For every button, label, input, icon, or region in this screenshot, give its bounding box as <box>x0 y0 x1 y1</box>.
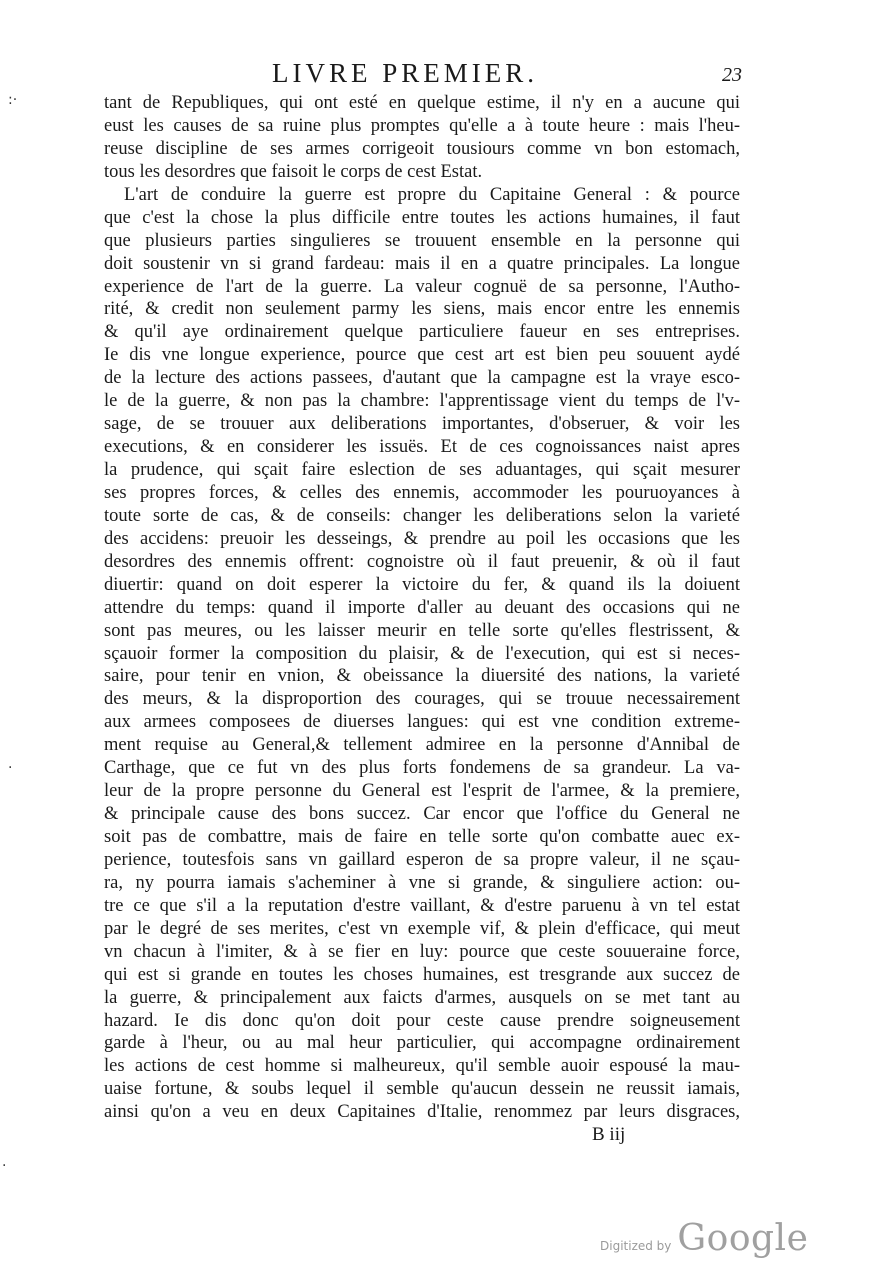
text-line: & qu'il aye ordinairement quelque particuliere faueur en ses entreprises. <box>104 322 740 343</box>
text-line: experience de l'art de la guerre. La valeur cognuë de sa personne, l'Autho- <box>104 276 740 297</box>
signature-mark: B iij <box>592 1124 626 1145</box>
text-line: les actions de cest homme si malheureux, qu'il semble auoir espousé la mau- <box>104 1056 740 1077</box>
text-line: soit pas de combattre, mais de faire en telle sorte qu'on combatte auec ex- <box>104 827 740 847</box>
page-number: 23 <box>722 64 742 86</box>
text-line: doit soustenir vn si grand fardeau: mais il en a quatre principales. La longue <box>104 253 740 274</box>
watermark <box>600 1218 808 1259</box>
text-line: & principale cause des bons succez. Car encor que l'office du General ne <box>104 804 740 825</box>
text-line: la guerre, & principalement aux faicts d'armes, ausquels on se met tant au <box>104 987 740 1008</box>
text-line: ainsi qu'on a veu en deux Capitaines d'Italie, renommez par leurs disgraces, <box>104 1102 740 1123</box>
text-line: des accidens: preuoir les desseings, & prendre au poil les occasions que les <box>104 528 740 549</box>
text-line: L'art de conduire la guerre est propre du Capitaine General : & pource <box>124 184 740 205</box>
text-line: saire, pour tenir en vnion, & obeissance la diuersité des nations, la varieté <box>104 666 740 687</box>
text-line: uaise fortune, & soubs lequel il semble qu'aucun dessein ne reussit iamais, <box>104 1079 740 1100</box>
text-line: qui est si grande en toutes les choses humaines, est tresgrande aux succez de <box>104 964 740 985</box>
text-line: par le degré de ses merites, c'est vn exemple vif, & plein d'efficace, qui meut <box>104 918 740 939</box>
text-line: rité, & credit non seulement parmy les siens, mais encor entre les ennemis <box>104 299 740 320</box>
text-line: hazard. Ie dis donc qu'on doit pour ceste cause prendre soigneusement <box>104 1010 740 1031</box>
text-line: que plusieurs parties singulieres se trouuent ensemble en la personne qui <box>104 230 740 251</box>
text-line: desordres des ennemis offrent: cognoistre où il faut preuenir, & où il faut <box>104 551 740 572</box>
margin-mark: · <box>2 1158 7 1174</box>
google-logo: Google <box>677 1218 809 1259</box>
text-line: tant de Republiques, qui ont esté en quelque estime, il n'y en a aucune qui <box>104 93 740 113</box>
margin-mark: :· <box>8 92 18 108</box>
text-line: executions, & en considerer les issuës. Et de ces cognoissances naist apres <box>104 437 740 458</box>
text-line: sage, de se trouuer aux deliberations importantes, d'obseruer, & voir les <box>104 414 740 435</box>
text-line: que c'est la chose la plus difficile entre toutes les actions humaines, il faut <box>104 207 740 228</box>
text-line: ment requise au General,& tellement admiree en la personne d'Annibal de <box>104 735 740 756</box>
text-line: eust les causes de sa ruine plus promptes qu'elle a à toute heure : mais l'heu- <box>104 115 740 136</box>
text-line: tous les desordres que faisoit le corps de cest Estat. <box>104 161 483 182</box>
text-line: sçauoir former la composition du plaisir, & de l'execution, qui est si neces- <box>104 643 740 664</box>
text-line: aux armees composees de diuerses langues: qui est vne condition extreme- <box>104 712 740 733</box>
text-line: attendre du temps: quand il importe d'aller au deuant des occasions qui ne <box>104 597 740 618</box>
text-line: la prudence, qui sçait faire eslection de ses aduantages, qui sçait mesurer <box>104 460 740 480</box>
text-line: garde à l'heur, ou au mal heur particulier, qui accompagne ordinairement <box>104 1033 740 1054</box>
text-line: Carthage, que ce fut vn des plus forts fondemens de sa grandeur. La va- <box>104 758 740 779</box>
text-line: leur de la propre personne du General est l'esprit de l'armee, & la premiere, <box>104 781 740 802</box>
text-line: ses propres forces, & celles des ennemis, accommoder les pouruoyances à <box>104 482 740 503</box>
text-line: vn chacun à l'imiter, & à se fier en luy: pource que ceste souueraine force, <box>104 941 740 962</box>
text-line: toute sorte de cas, & de conseils: changer les deliberations selon la varieté <box>104 505 740 526</box>
text-line: tre ce que s'il a la reputation d'estre vaillant, & d'estre paruenu à vn tel estat <box>104 895 740 916</box>
body-text <box>104 92 740 1124</box>
text-line: Ie dis vne longue experience, pource que cest art est bien peu souuent aydé <box>104 345 740 366</box>
text-line: de la lecture des actions passees, d'autant que la campagne est la vraye esco- <box>104 368 740 389</box>
text-line: ra, ny pourra iamais s'acheminer à vne si grande, & singuliere action: ou- <box>104 872 740 893</box>
text-line: diuertir: quand on doit esperer la victoire du fer, & quand ils la doiuent <box>104 574 740 595</box>
text-line: des meurs, & la disproportion des courages, qui se trouue necessairement <box>104 689 740 710</box>
running-title: LIVRE PREMIER. <box>272 58 539 88</box>
watermark-prefix: Digitized by <box>600 1239 672 1253</box>
text-line: reuse discipline de ses armes corrigeoit tousiours comme vn bon estomach, <box>104 138 740 159</box>
text-line: perience, toutesfois sans vn gaillard esperon de sa propre valeur, il ne sçau- <box>104 849 740 870</box>
text-line: sont pas meures, ou les laisser meurir en telle sorte qu'elles flestrissent, & <box>104 620 740 641</box>
text-line: le de la guerre, & non pas la chambre: l'apprentissage vient du temps de l'v- <box>104 391 740 412</box>
margin-mark: · <box>8 760 13 776</box>
